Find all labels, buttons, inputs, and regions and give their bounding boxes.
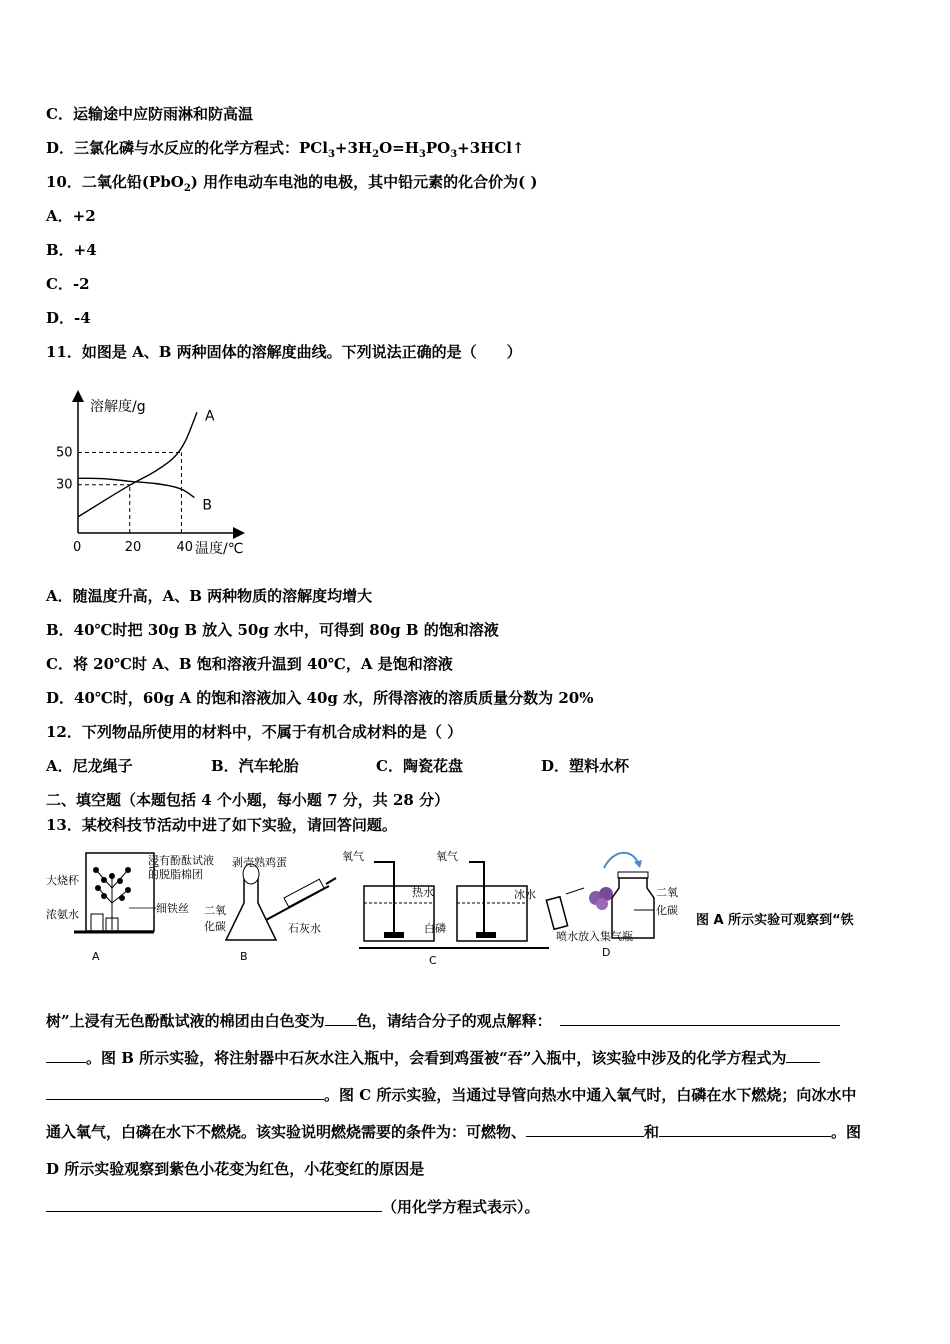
q13-text: 树”上浸有无色酚酞试液的棉团由白色变为 xyxy=(46,1012,325,1030)
q13-line-5: D 所示实验观察到紫色小花变为红色，小花变红的原因是 xyxy=(46,1160,425,1178)
label-cotton-2: 的脱脂棉团 xyxy=(148,868,203,881)
label-ammonia: 浓氨水 xyxy=(46,908,79,921)
sub: 3 xyxy=(450,149,458,160)
figure-label-c: C xyxy=(429,954,437,967)
q11-option-a: A．随温度升高，A、B 两种物质的溶解度均增大 xyxy=(46,587,373,605)
q10-stem xyxy=(46,171,538,194)
answer-blank-equation-d[interactable] xyxy=(46,1197,382,1212)
q9-d-text: O=H xyxy=(379,139,419,157)
q13-line-3 xyxy=(46,1084,856,1105)
figure-label-d: D xyxy=(602,946,611,959)
q10-option-c: C．-2 xyxy=(46,275,90,293)
q11-option-b: B．40℃时把 30g B 放入 50g 水中，可得到 80g B 的饱和溶液 xyxy=(46,621,499,639)
answer-blank-equation-b[interactable] xyxy=(786,1048,820,1063)
q10-option-a: A．+2 xyxy=(46,207,96,225)
q11-option-c: C．将 20℃时 A、B 饱和溶液升温到 40℃，A 是饱和溶液 xyxy=(46,655,453,673)
label-oxygen-1: 氧气 xyxy=(342,850,364,863)
apparatus-c xyxy=(359,862,549,948)
caption-figure-a: 图 A 所示实验可观察到“铁 xyxy=(696,913,854,928)
q12-stem: 12．下列物品所使用的材料中，不属于有机合成材料的是（ ） xyxy=(46,723,463,741)
q10-option-b: B．+4 xyxy=(46,241,97,259)
q13-stem: 13．某校科技节活动中进了如下实验，请回答问题。 xyxy=(46,816,397,834)
q13-text: 。图 B 所示实验，将注射器中石灰水注入瓶中，会看到鸡蛋被“吞”入瓶中，该实验中涉及的化学方程式为 xyxy=(86,1049,787,1067)
x-axis-label: 温度/℃ xyxy=(195,541,244,557)
solubility-chart xyxy=(50,385,270,565)
q12-option-b: B．汽车轮胎 xyxy=(211,757,299,775)
label-cotton-1: 浸有酚酞试液 xyxy=(148,854,214,867)
figure-label-b: B xyxy=(240,950,248,963)
q9-d-text: PO xyxy=(425,139,451,157)
label-beaker: 大烧杯 xyxy=(46,874,79,887)
q12-option-d: D．塑料水杯 xyxy=(541,757,630,775)
label-iron-wire: 细铁丝 xyxy=(156,902,189,915)
label-limewater: 石灰水 xyxy=(288,922,321,935)
q13-line-6 xyxy=(46,1196,540,1217)
q13-text: 。图 C 所示实验，当通过导管向热水中通入氧气时，白磷在水下燃烧；向冰水中 xyxy=(324,1086,857,1104)
q12-options xyxy=(46,755,629,776)
label-co2-d-1: 二氧 xyxy=(656,886,678,899)
answer-blank-explain[interactable] xyxy=(560,1011,840,1026)
y-tick-label: 30 xyxy=(56,477,73,493)
q13-line-2 xyxy=(46,1047,820,1068)
label-ice-water: 冰水 xyxy=(514,888,536,901)
q13-text: 通入氧气，白磷在水下不燃烧。该实验说明燃烧需要的条件为：可燃物、 xyxy=(46,1123,527,1141)
apparatus-d xyxy=(546,853,654,938)
answer-blank-condition-1[interactable] xyxy=(526,1122,644,1137)
q9-d-text: +3HCl↑ xyxy=(457,139,525,157)
label-spray: 喷水放入集气瓶 xyxy=(556,930,633,943)
q13-text: （用化学方程式表示）。 xyxy=(382,1198,540,1216)
label-white-phosphorus: 白磷 xyxy=(424,922,446,935)
y-tick-label: 50 xyxy=(56,445,73,461)
series-label-b: B xyxy=(202,497,212,514)
q13-line-1 xyxy=(46,1010,840,1031)
figure-label-a: A xyxy=(92,950,100,963)
q10-stem-b: ) 用作电动车电池的电极，其中铅元素的化合价为( ) xyxy=(190,173,538,191)
sub: 2 xyxy=(183,183,191,194)
label-oxygen-2: 氧气 xyxy=(436,850,458,863)
section-title: 二、填空题（本题包括 4 个小题，每小题 7 分，共 28 分） xyxy=(46,791,450,809)
label-hot-water: 热水 xyxy=(412,886,434,899)
x-tick-label: 20 xyxy=(124,540,142,555)
x-tick-label: 0 xyxy=(73,540,82,555)
answer-blank-equation-b-cont[interactable] xyxy=(46,1085,324,1100)
q13-text: 色，请结合分子的观点解释： xyxy=(356,1012,552,1030)
q11-option-d: D．40℃时，60g A 的饱和溶液加入 40g 水，所得溶液的溶质质量分数为 20% xyxy=(46,689,594,707)
q13-text: 和 xyxy=(644,1123,660,1141)
q9-d-text: D．三氯化磷与水反应的化学方程式：PCl xyxy=(46,139,328,157)
x-tick-label: 40 xyxy=(176,540,193,555)
y-axis-label: 溶解度/g xyxy=(90,399,146,415)
series-label-a: A xyxy=(204,408,215,425)
q10-stem-a: 10．二氧化铅(PbO xyxy=(46,173,184,191)
apparatus-a xyxy=(74,853,159,932)
label-egg: 剥壳熟鸡蛋 xyxy=(232,856,287,869)
q9-d-text: +3H xyxy=(334,139,373,157)
q12-option-a: A．尼龙绳子 xyxy=(46,757,133,775)
sub: 3 xyxy=(418,149,426,160)
label-co2-b-1: 二氧 xyxy=(204,904,226,917)
sub: 2 xyxy=(372,149,380,160)
q9-option-d xyxy=(46,137,525,160)
answer-blank-explain-cont[interactable] xyxy=(46,1048,86,1063)
series-curve-a xyxy=(78,412,197,517)
label-co2-d-2: 化碳 xyxy=(656,904,678,917)
answer-blank-color[interactable] xyxy=(325,1011,357,1026)
experiment-figure xyxy=(44,848,904,968)
q11-stem: 11．如图是 A、B 两种固体的溶解度曲线。下列说法正确的是（ ） xyxy=(46,343,522,361)
q13-line-4 xyxy=(46,1121,861,1142)
q12-option-c: C．陶瓷花盘 xyxy=(376,757,463,775)
label-co2-b-2: 化碳 xyxy=(204,920,226,933)
series-curve-b xyxy=(78,478,194,497)
sub: 3 xyxy=(327,149,335,160)
answer-blank-condition-2[interactable] xyxy=(659,1122,831,1137)
q10-option-d: D．-4 xyxy=(46,309,91,327)
q13-text: 。图 xyxy=(831,1123,862,1141)
q9-option-c: C．运输途中应防雨淋和防高温 xyxy=(46,105,253,123)
